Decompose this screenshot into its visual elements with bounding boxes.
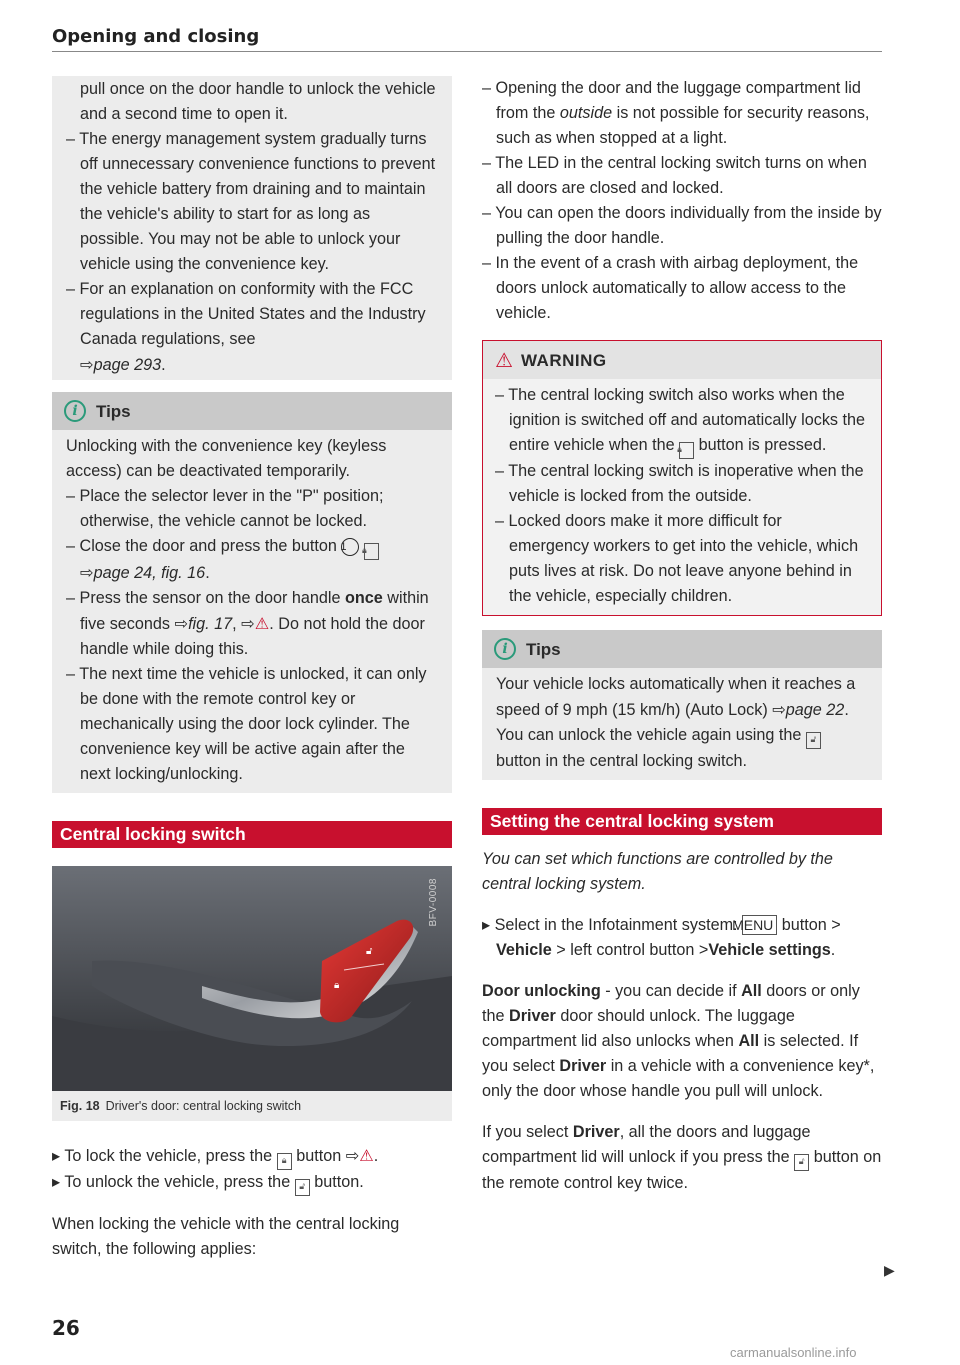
warning-triangle-icon: ⚠	[359, 1146, 374, 1165]
instruction-unlock: ▸ To unlock the vehicle, press the 🔓︎ button.	[52, 1170, 452, 1196]
lock-button-icon: 🔒︎	[277, 1153, 292, 1170]
unlock-button-icon: 🔓︎	[806, 732, 821, 749]
list-item: – The energy management system gradually turns off unnecessary convenience functions to prevent the vehicle battery from draining and to maintain the vehicle's ability to start for as long as possible. You may not be able to unlock your vehicle using the convenience key.	[66, 127, 436, 277]
arrow-icon: ⇨	[772, 700, 786, 719]
section-heading: Central locking switch	[52, 821, 452, 848]
continued-text: pull once on the door handle to unlock the vehicle and a second time to open it.	[80, 80, 436, 123]
tips-text: Your vehicle locks automatically when it reaches a speed of 9 mph (15 km/h) (Auto Lock) ⇨page 22. You can unlock the vehicle again using the 🔓︎ button in the central locking switch.	[496, 675, 856, 770]
list-item: – Place the selector lever in the "P" position; otherwise, the vehicle cannot be locked.	[66, 484, 436, 534]
warning-body	[483, 379, 881, 615]
figure-ref-link[interactable]: fig. 17	[188, 615, 233, 633]
callout-number: 1	[341, 538, 359, 556]
list-item: – The central locking switch also works when the ignition is switched off and automatically locks the entire vehicle when the 🔒︎ button is pressed.	[495, 383, 865, 459]
tips-header	[52, 392, 452, 430]
tips-intro: Unlocking with the convenience key (keyless access) can be deactivated temporarily.	[66, 437, 387, 480]
svg-text:🔓︎: 🔓︎	[366, 946, 373, 957]
closing-paragraph: When locking the vehicle with the central locking switch, the following applies:	[52, 1215, 400, 1258]
info-icon: i	[494, 638, 516, 660]
section-intro: You can set which functions are controlled by the central locking system.	[482, 850, 833, 893]
door-unlocking-paragraph: Door unlocking - you can decide if All doors or only the Driver door should unlock. The luggage compartment lid also unlocks when All is selected. If you select Driver in a vehicle with a convenience key*, only the door whose handle you pull will unlock.	[482, 982, 875, 1100]
figure-code: BFV-0008	[428, 878, 439, 927]
tips-label: Tips	[526, 639, 561, 659]
right-column	[482, 76, 882, 1196]
section-heading: Setting the central locking system	[482, 808, 882, 835]
page-ref-link[interactable]: page 22	[785, 701, 845, 719]
list-item: – Close the door and press the button 1 🔒︎ ⇨page 24, fig. 16.	[66, 534, 436, 586]
page-ref-link[interactable]: page 293	[93, 356, 162, 374]
list-item: – Press the sensor on the door handle once within five seconds ⇨fig. 17, ⇨⚠. Do not hold the door handle while doing this.	[66, 586, 436, 662]
list-item: – In the event of a crash with airbag deployment, the doors unlock automatically to allow access to the vehicle.	[482, 251, 882, 326]
chapter-title: Opening and closing	[52, 26, 260, 47]
door-figure	[52, 866, 452, 1091]
driver-paragraph: If you select Driver, all the doors and luggage compartment lid will unlock if you press the 🔓︎ button on the remote control key twice.	[482, 1123, 882, 1192]
list-item: – The next time the vehicle is unlocked, it can only be done with the remote control key or mechanically using the door lock cylinder. The convenience key will be active again after the next locking/unlocking.	[66, 662, 436, 787]
tips-body	[482, 668, 882, 780]
arrow-icon: ⇨	[241, 614, 255, 633]
instruction-lock: ▸ To lock the vehicle, press the 🔒︎ button ⇨⚠.	[52, 1143, 452, 1170]
instruction-select: ▸ Select in the Infotainment system: MENU button > Vehicle > left control button >Vehicle settings.	[482, 916, 841, 959]
list-item: – You can open the doors individually from the inside by pulling the door handle.	[482, 201, 882, 251]
continue-arrow-icon: ▶	[884, 1262, 895, 1278]
warning-box	[482, 340, 882, 616]
warning-header	[483, 341, 881, 379]
warning-triangle-icon: ⚠	[254, 614, 270, 633]
arrow-icon: ⇨	[80, 563, 94, 582]
page-number: 26	[52, 1316, 80, 1340]
figure-ref-link[interactable]: page 24, fig. 16	[93, 564, 206, 582]
tips-body	[52, 430, 452, 793]
figure-caption: Fig. 18 Driver's door: central locking switch	[52, 1091, 452, 1121]
list-item: – The LED in the central locking switch turns on when all doors are closed and locked.	[482, 151, 882, 201]
lock-icon: 🔒︎	[364, 543, 379, 560]
watermark: carmanualsonline.info	[730, 1345, 857, 1360]
unlock-button-icon: 🔓︎	[794, 1154, 809, 1171]
continued-tips-box	[52, 76, 452, 380]
header-divider	[52, 51, 882, 52]
arrow-icon: ⇨	[174, 614, 189, 633]
lock-button-icon: 🔒︎	[679, 442, 694, 459]
tips-label: Tips	[96, 401, 131, 421]
arrow-icon: ⇨	[80, 355, 94, 374]
unlock-button-icon: 🔓︎	[295, 1179, 310, 1196]
list-item: – For an explanation on conformity with the FCC regulations in the United States and the Industry Canada regulations, see ⇨page 293.	[66, 277, 436, 378]
warning-triangle-icon: ⚠	[495, 347, 513, 372]
warning-label: WARNING	[520, 350, 607, 370]
info-icon: i	[64, 400, 86, 422]
left-column	[52, 76, 452, 1262]
list-item: – Locked doors make it more difficult for emergency workers to get into the vehicle, which puts lives at risk. Do not leave anyone behind in the vehicle, especially children.	[495, 509, 865, 609]
tips-header	[482, 630, 882, 668]
arrow-icon: ⇨	[345, 1146, 360, 1165]
list-item: – The central locking switch is inoperative when the vehicle is locked from the outside.	[495, 459, 865, 509]
door-handle-illustration	[52, 866, 452, 1091]
list-item: – Opening the door and the luggage compartment lid from the outside is not possible for security reasons, such as when stopped at a light.	[482, 76, 882, 151]
menu-key: MENU	[742, 915, 777, 935]
svg-text:🔒︎: 🔒︎	[334, 980, 340, 991]
